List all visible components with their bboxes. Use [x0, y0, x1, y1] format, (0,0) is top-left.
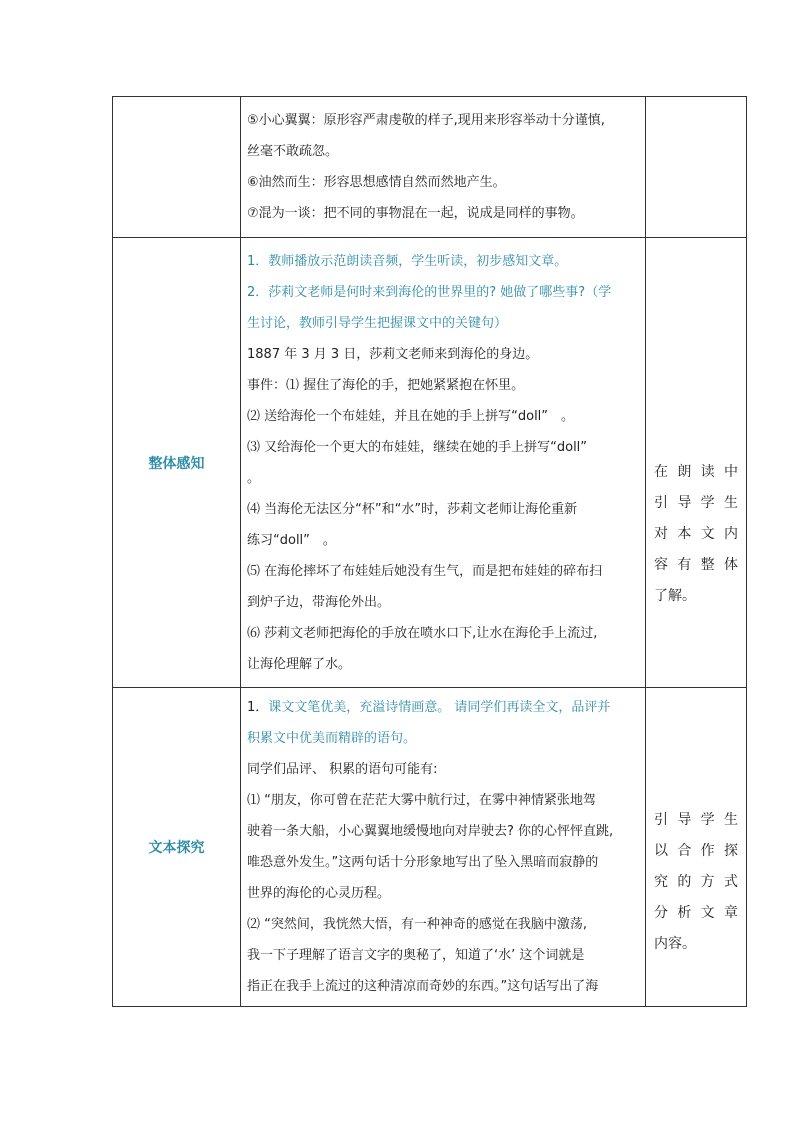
note-line: 引导学生	[654, 811, 738, 828]
step-line: 2．莎莉文老师是何时来到海伦的世界里的? 她做了哪些事?（学	[247, 284, 612, 300]
content-line: 指正在我手上流过的这种清凉而奇妙的东西。”这句话写出了海	[247, 979, 599, 994]
content-line: 让海伦理解了水。	[247, 656, 352, 672]
overall-content	[241, 238, 646, 688]
note-line: 容有整体	[654, 556, 738, 573]
table-row-vocabulary	[113, 97, 747, 238]
row-label-empty	[113, 97, 241, 238]
section-label: 文本探究	[148, 840, 205, 856]
step-line: 积累文中优美而精辟的语句。	[247, 731, 417, 746]
explore-content	[241, 688, 646, 1007]
content-line: ⑸ 在海伦摔坏了布娃娃后她没有生气，而是把布娃娃的碎布扫	[247, 563, 603, 579]
step-number: 1．	[247, 700, 269, 715]
note-line: 在朗读中	[654, 463, 738, 480]
section-label: 整体感知	[148, 455, 205, 472]
content-line: ⑵ 送给海伦一个布娃娃，并且在她的手上拼写“doll” 。	[247, 408, 575, 424]
design-note-cell	[646, 688, 747, 1007]
content-line: ⑹ 莎莉文老师把海伦的手放在喷水口下,让水在海伦手上流过,	[247, 625, 598, 641]
content-line: 世界的海伦的心灵历程。	[247, 886, 391, 901]
note-line: 引导学生	[654, 494, 738, 511]
note-line: 对本文内	[654, 525, 738, 542]
content-line: 唯恐意外发生。”这两句话十分形象地写出了坠入黑暗而寂静的	[247, 855, 599, 870]
note-line: 究的方式	[654, 873, 738, 890]
content-line: 驶着一条大船，小心翼翼地缓慢地向对岸驶去? 你的心怦怦直跳,	[247, 824, 614, 839]
content-line: ⑵ “突然间，我恍然大悟，有一种神奇的感觉在我脑中激荡,	[247, 917, 587, 932]
note-line: 分析文章	[654, 904, 738, 921]
vocab-line: 丝毫不敢疏忽。	[247, 144, 339, 159]
note-empty	[646, 97, 747, 238]
content-line: 练习“doll” 。	[247, 532, 336, 548]
vocab-content	[241, 97, 646, 238]
step-line: 1．教师播放示范朗读音频，学生听读，初步感知文章。	[247, 253, 568, 269]
section-label-cell	[113, 688, 241, 1007]
content-line: 到炉子边，带海伦外出。	[247, 594, 391, 610]
step-text: 课文文笔优美，充溢诗情画意。 请同学们再读全文，品评并	[268, 700, 611, 715]
step-line	[247, 692, 640, 723]
content-line: 事件：⑴ 握住了海伦的手，把她紧紧抱在怀里。	[247, 377, 525, 393]
vocab-line: ⑤小心翼翼：原形容严肃虔敬的样子,现用来形容举动十分谨慎,	[247, 113, 605, 128]
note-line: 内容。	[654, 935, 696, 952]
step-line: 生讨论，教师引导学生把握课文中的关键句）	[247, 315, 508, 331]
note-line: 了解。	[654, 587, 696, 604]
content-line: ⑷ 当海伦无法区分“杯”和“水”时，莎莉文老师让海伦重新	[247, 501, 578, 517]
content-line: 我一下子理解了语言文字的奥秘了，知道了‘水’ 这个词就是	[247, 948, 585, 963]
content-line: ⑶ 又给海伦一个更大的布娃娃，继续在她的手上拼写“doll”	[247, 439, 588, 455]
lesson-plan-table	[112, 96, 747, 1007]
content-line: 1887 年 3 月 3 日，莎莉文老师来到海伦的身边。	[247, 346, 539, 362]
content-line: 。	[247, 470, 261, 486]
vocab-line: ⑦混为一谈：把不同的事物混在一起，说成是同样的事物。	[247, 206, 584, 221]
content-line: 同学们品评、 积累的语句可能有:	[247, 762, 438, 777]
vocab-line: ⑥油然而生：形容思想感情自然而然地产生。	[247, 175, 506, 190]
section-label-cell	[113, 238, 241, 688]
content-line: ⑴ “朋友，你可曾在茫茫大雾中航行过，在雾中神情紧张地驾	[247, 793, 596, 808]
note-line: 以合作探	[654, 842, 738, 859]
design-note-cell	[646, 238, 747, 688]
table-row-text-exploration	[113, 688, 747, 1007]
table-row-overall-perception	[113, 238, 747, 688]
